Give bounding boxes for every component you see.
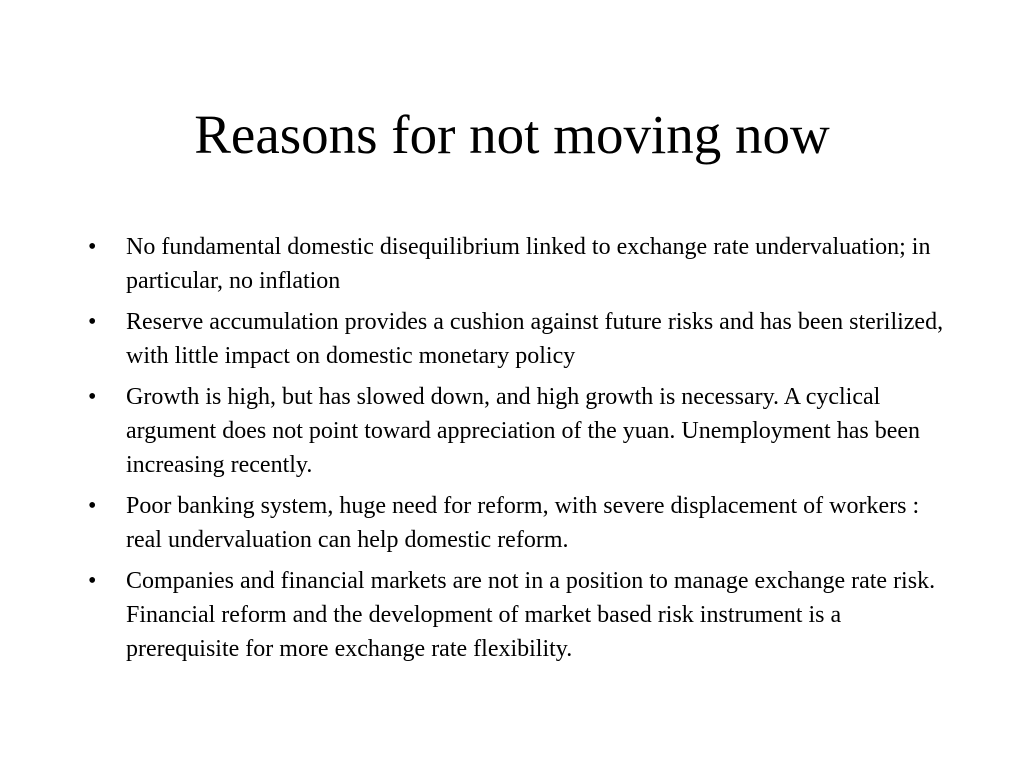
bullet-item xyxy=(88,305,948,373)
bullet-item xyxy=(88,564,948,666)
bullet-text: Companies and financial markets are not in a position to manage exchange rate risk. Financial reform and the development of market based risk instrument is a prerequisite for more exchange rate flexibility. xyxy=(126,568,936,662)
bullet-item xyxy=(88,380,948,482)
bullet-list xyxy=(88,230,948,673)
bullet-icon: • xyxy=(88,234,97,260)
bullet-icon: • xyxy=(88,309,97,335)
bullet-text: Growth is high, but has slowed down, and high growth is necessary. A cyclical argument does not point toward appreciation of the yuan. Unemployment has been increasing recently. xyxy=(126,384,921,478)
bullet-icon: • xyxy=(88,493,97,519)
slide-title: Reasons for not moving now xyxy=(194,104,830,165)
bullet-text: Reserve accumulation provides a cushion against future risks and has been sterilized, with little impact on domestic monetary policy xyxy=(126,309,944,369)
bullet-icon: • xyxy=(88,384,97,410)
bullet-item xyxy=(88,230,948,298)
bullet-text: Poor banking system, huge need for reform, with severe displacement of workers : real undervaluation can help domestic reform. xyxy=(126,493,920,553)
bullet-item xyxy=(88,489,948,557)
bullet-text: No fundamental domestic disequilibrium linked to exchange rate undervaluation; in particular, no inflation xyxy=(126,234,931,294)
bullet-icon: • xyxy=(88,568,97,594)
